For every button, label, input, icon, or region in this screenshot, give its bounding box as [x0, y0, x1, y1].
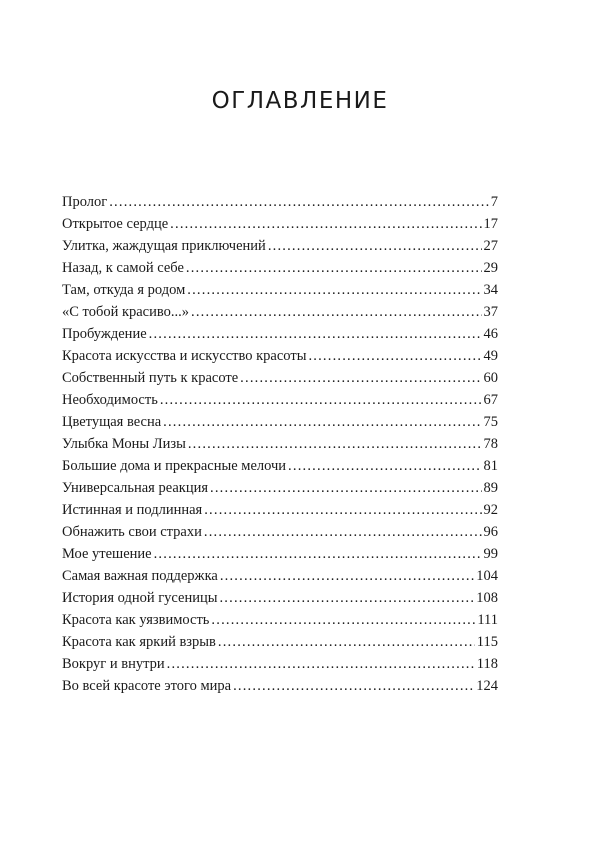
- toc-entry-page: 92: [483, 502, 498, 518]
- page-title: ОГЛАВЛЕНИЕ: [211, 88, 389, 114]
- toc-entry-page: 34: [483, 282, 498, 298]
- toc-entry: [62, 521, 498, 543]
- toc-entry-page: 67: [483, 392, 498, 408]
- toc-dot-leader: [218, 631, 475, 653]
- toc-entry: [62, 543, 498, 565]
- toc-entry-title: История одной гусеницы: [62, 590, 218, 606]
- toc-entry: [62, 587, 498, 609]
- toc-entry-title: Универсальная реакция: [62, 480, 209, 496]
- toc-dot-leader: [268, 235, 482, 257]
- toc-entry-page: 60: [483, 370, 498, 386]
- toc-dot-leader: [160, 389, 482, 411]
- toc-entry: [62, 257, 498, 279]
- toc-dot-leader: [211, 609, 475, 631]
- toc-dot-leader: [187, 279, 481, 301]
- toc-entry-page: 115: [476, 634, 498, 650]
- toc-entry: [62, 565, 498, 587]
- toc-entry-title: Пролог: [62, 194, 108, 210]
- toc-entry-title: Истинная и подлинная: [62, 502, 203, 518]
- toc-entry: [62, 433, 498, 455]
- toc-entry-title: Цветущая весна: [62, 414, 162, 430]
- toc-entry-page: 81: [483, 458, 498, 474]
- toc-entry: [62, 235, 498, 257]
- toc-dot-leader: [149, 323, 482, 345]
- toc-entry-page: 99: [483, 546, 498, 562]
- toc-dot-leader: [288, 455, 481, 477]
- toc-entry: [62, 345, 498, 367]
- toc-entry-title: Красота искусства и искусство красоты: [62, 348, 307, 364]
- toc-entry: [62, 455, 498, 477]
- toc-entry-page: 37: [483, 304, 498, 320]
- toc-entry: [62, 477, 498, 499]
- toc-entry-title: Собственный путь к красоте: [62, 370, 239, 386]
- toc-entry-page: 124: [476, 678, 498, 694]
- toc-dot-leader: [191, 301, 481, 323]
- toc-dot-leader: [163, 411, 481, 433]
- toc-entry-page: 29: [483, 260, 498, 276]
- toc-entry-page: 104: [476, 568, 498, 584]
- toc-entry: [62, 213, 498, 235]
- toc-entry-page: 89: [483, 480, 498, 496]
- toc-entry-title: Красота как яркий взрыв: [62, 634, 216, 650]
- toc-dot-leader: [240, 367, 481, 389]
- toc-entry-title: Необходимость: [62, 392, 158, 408]
- toc-dot-leader: [109, 191, 489, 213]
- toc-dot-leader: [154, 543, 482, 565]
- toc-entry: [62, 191, 498, 213]
- toc-dot-leader: [204, 499, 481, 521]
- toc-entry-page: 118: [476, 656, 498, 672]
- toc-entry: [62, 367, 498, 389]
- toc-dot-leader: [186, 257, 482, 279]
- toc-entry-page: 111: [477, 612, 498, 628]
- toc-dot-leader: [170, 213, 481, 235]
- toc-entry-title: Улыбка Моны Лизы: [62, 436, 186, 452]
- toc-dot-leader: [220, 565, 474, 587]
- table-of-contents: [62, 191, 498, 697]
- toc-entry-title: Улитка, жаждущая приключений: [62, 238, 266, 254]
- toc-entry: [62, 653, 498, 675]
- toc-entry-title: Красота как уязвимость: [62, 612, 210, 628]
- toc-entry: [62, 499, 498, 521]
- toc-entry: [62, 411, 498, 433]
- toc-entry-title: Большие дома и прекрасные мелочи: [62, 458, 287, 474]
- toc-entry-title: «С тобой красиво...»: [62, 304, 190, 320]
- toc-entry: [62, 301, 498, 323]
- toc-entry: [62, 389, 498, 411]
- toc-entry-title: Вокруг и внутри: [62, 656, 165, 672]
- toc-entry-page: 49: [483, 348, 498, 364]
- toc-entry-page: 108: [476, 590, 498, 606]
- toc-entry-page: 75: [483, 414, 498, 430]
- toc-entry-title: Самая важная поддержка: [62, 568, 218, 584]
- toc-dot-leader: [219, 587, 474, 609]
- toc-entry-page: 17: [483, 216, 498, 232]
- toc-entry: [62, 609, 498, 631]
- toc-dot-leader: [188, 433, 482, 455]
- toc-entry: [62, 675, 498, 697]
- toc-entry-title: Открытое сердце: [62, 216, 169, 232]
- toc-entry-page: 46: [483, 326, 498, 342]
- toc-entry-title: Во всей красоте этого мира: [62, 678, 232, 694]
- toc-entry-title: Назад, к самой себе: [62, 260, 184, 276]
- toc-entry-page: 27: [483, 238, 498, 254]
- toc-entry-title: Обнажить свои страхи: [62, 524, 202, 540]
- toc-entry-page: 96: [483, 524, 498, 540]
- toc-entry-page: 7: [490, 194, 498, 210]
- toc-entry-title: Пробуждение: [62, 326, 147, 342]
- toc-entry-title: Мое утешение: [62, 546, 152, 562]
- toc-dot-leader: [233, 675, 474, 697]
- toc-entry-title: Там, откуда я родом: [62, 282, 186, 298]
- toc-entry: [62, 631, 498, 653]
- toc-dot-leader: [210, 477, 481, 499]
- toc-entry: [62, 323, 498, 345]
- toc-entry-page: 78: [483, 436, 498, 452]
- toc-dot-leader: [167, 653, 475, 675]
- toc-dot-leader: [308, 345, 481, 367]
- toc-dot-leader: [204, 521, 482, 543]
- toc-entry: [62, 279, 498, 301]
